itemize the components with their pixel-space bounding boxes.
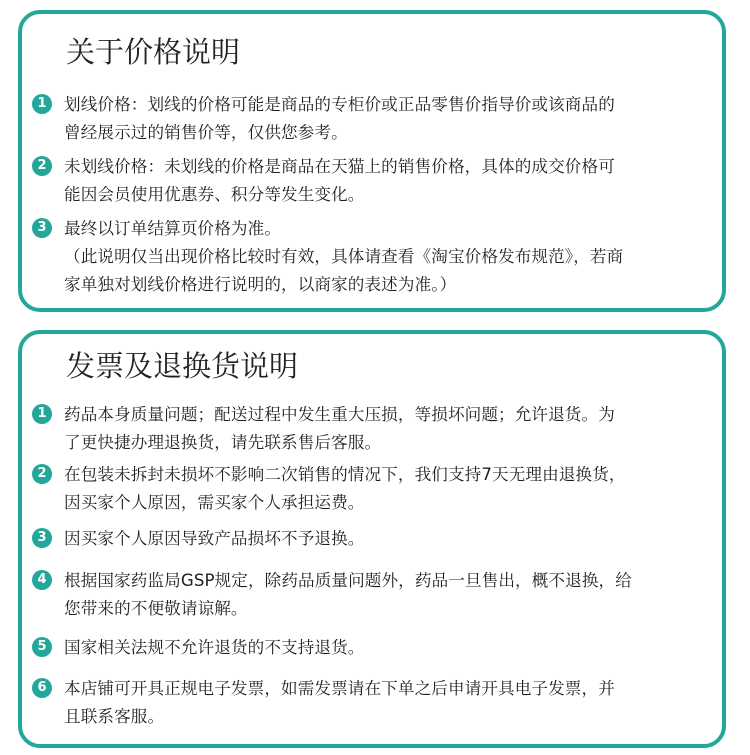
item-line: 根据国家药监局GSP规定，除药品质量问题外，药品一旦售出，概不退换，给 <box>64 571 632 590</box>
item-line: 且联系客服。 <box>64 707 165 726</box>
item-line: 本店铺可开具正规电子发票，如需发票请在下单之后申请开具电子发票，并 <box>64 679 615 698</box>
item-line: 未划线价格：未划线的价格是商品在天猫上的销售价格，具体的成交价格可 <box>64 157 615 176</box>
item-line: 因买家个人原因导致产品损坏不予退换。 <box>64 529 365 548</box>
number-badge: 1 <box>32 94 52 114</box>
number-badge: 2 <box>32 464 52 484</box>
item-line: 家单独对划线价格进行说明的，以商家的表述为准。） <box>64 275 457 294</box>
number-badge: 3 <box>32 218 52 238</box>
invoice-return-card <box>18 330 726 748</box>
number-badge: 2 <box>32 156 52 176</box>
number-badge: 1 <box>32 404 52 424</box>
item-line: 了更快捷办理退换货，请先联系售后客服。 <box>64 433 382 452</box>
number-badge: 5 <box>32 637 52 657</box>
price-info-card <box>18 10 726 312</box>
item-line: 在包装未拆封未损坏不影响二次销售的情况下，我们支持7天无理由退换货， <box>64 465 626 484</box>
number-badge: 4 <box>32 570 52 590</box>
item-line: 因买家个人原因，需买家个人承担运费。 <box>64 493 365 512</box>
item-line: 曾经展示过的销售价等，仅供您参考。 <box>64 123 348 142</box>
item-line: 最终以订单结算页价格为准。 <box>64 219 282 238</box>
item-line: 药品本身质量问题；配送过程中发生重大压损，等损坏问题；允许退货。为 <box>64 405 615 424</box>
item-line: 划线价格：划线的价格可能是商品的专柜价或正品零售价指导价或该商品的 <box>64 95 615 114</box>
number-badge: 6 <box>32 678 52 698</box>
item-line: 能因会员使用优惠券、积分等发生变化。 <box>64 185 365 204</box>
item-line: 您带来的不便敬请谅解。 <box>64 599 248 618</box>
number-badge: 3 <box>32 528 52 548</box>
price-section-title: 关于价格说明 <box>66 35 241 69</box>
item-line: 国家相关法规不允许退货的不支持退货。 <box>64 638 365 657</box>
item-line: （此说明仅当出现价格比较时有效，具体请查看《淘宝价格发布规范》，若商 <box>64 247 624 266</box>
invoice-section-title: 发票及退换货说明 <box>66 349 299 383</box>
